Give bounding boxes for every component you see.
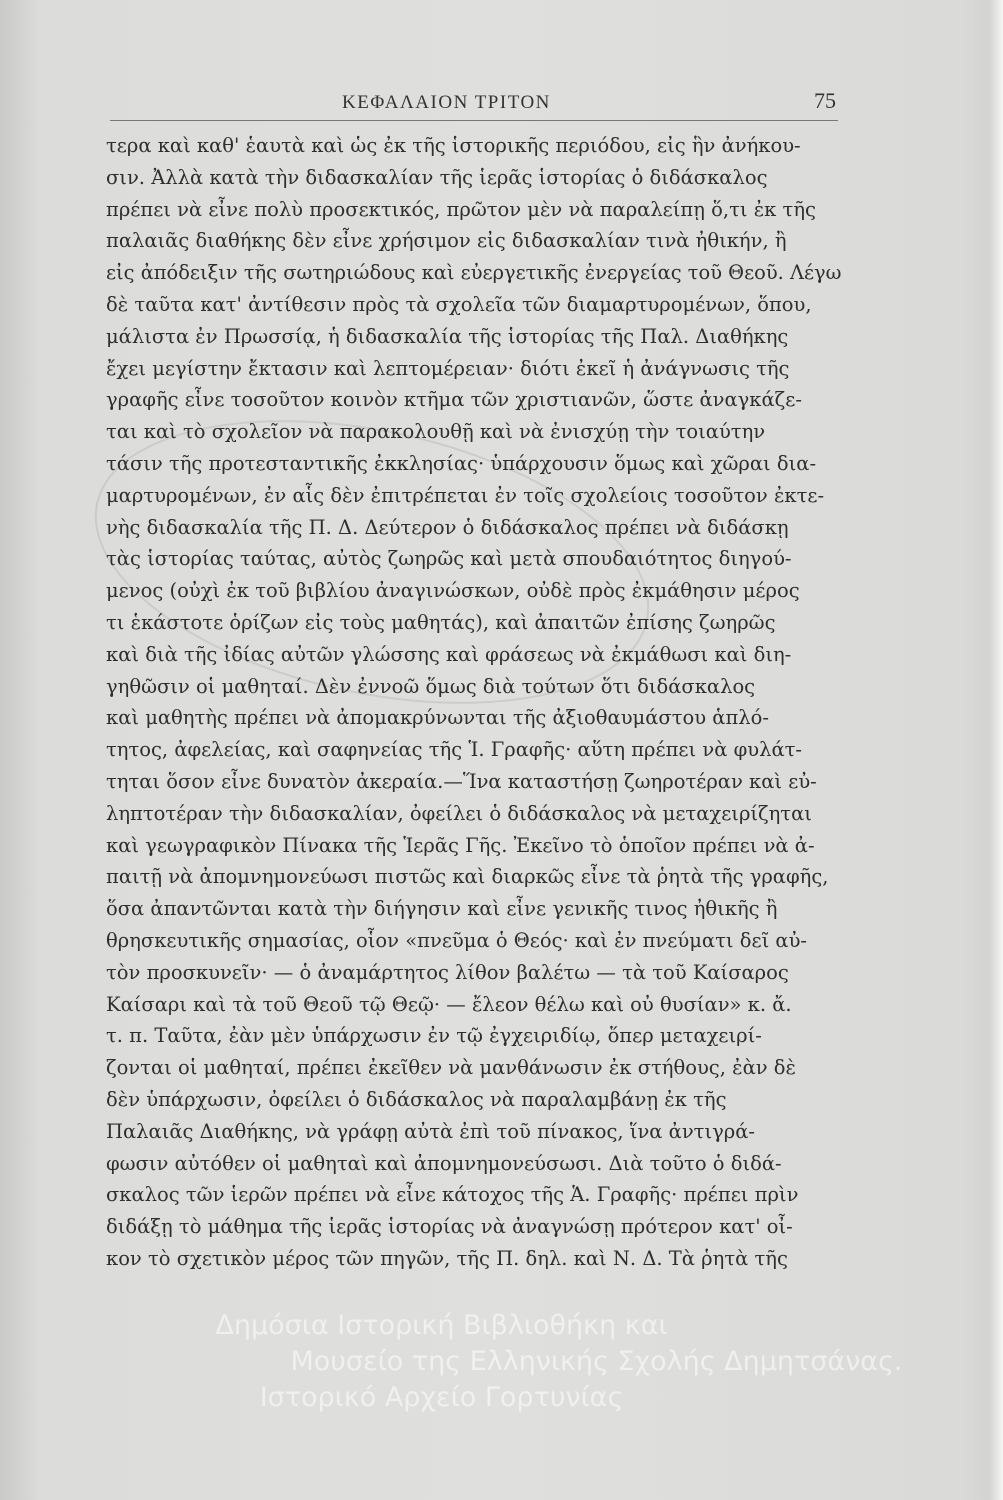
text-line: ζονται οἱ μαθηταί, πρέπει ἐκεῖθεν νὰ μανθάνωσιν ἐκ στήθους, ἐὰν δὲ: [106, 1056, 797, 1080]
text-line: Παλαιᾶς Διαθήκης, νὰ γράφῃ αὐτὰ ἐπὶ τοῦ πίνακος, ἵνα ἀντιγρά-: [106, 1119, 755, 1143]
text-line: παλαιᾶς διαθήκης δὲν εἶνε χρήσιμον εἰς διδασκαλίαν τινὰ ἠθικήν, ἢ: [106, 229, 787, 253]
text-line: ὅσα ἀπαντῶνται κατὰ τὴν διήγησιν καὶ εἶνε γενικῆς τινος ἠθικῆς ἢ: [106, 897, 778, 921]
text-line: θρησκευτικῆς σημασίας, οἷον «πνεῦμα ὁ Θεός· καὶ ἐν πνεύματι δεῖ αὐ-: [106, 928, 808, 952]
text-line: καὶ διὰ τῆς ἰδίας αὐτῶν γλώσσης καὶ φράσεως νὰ ἐκμάθωσι καὶ διη-: [106, 642, 792, 666]
text-line: σιν. Ἀλλὰ κατὰ τὴν διδασκαλίαν τῆς ἱερᾶς ἱστορίας ὁ διδάσκαλος: [106, 165, 768, 189]
watermark-line: Δημόσια Ιστορική Βιβλιοθήκη και: [215, 1310, 668, 1341]
text-line: νὴς διδασκαλία τῆς Π. Δ. Δεύτερον ὁ διδάσκαλος πρέπει νὰ διδάσκῃ: [106, 515, 789, 539]
running-header: [110, 88, 850, 122]
text-line: τι ἑκάστοτε ὁρίζων εἰς τοὺς μαθητάς), καὶ ἀπαιτῶν ἐπίσης ζωηρῶς: [106, 610, 776, 634]
page-number: 75: [814, 88, 836, 113]
text-line: γηθῶσιν οἱ μαθηταί. Δὲν ἐννοῶ ὅμως διὰ τούτων ὅτι διδάσκαλος: [106, 674, 756, 698]
text-line: εἰς ἀπόδειξιν τῆς σωτηριώδους καὶ εὐεργετικῆς ἐνεργείας τοῦ Θεοῦ. Λέγω: [106, 261, 842, 285]
text-line: φωσιν αὐτόθεν οἱ μαθηταὶ καὶ ἀπομνημονεύσωσι. Διὰ τοῦτο ὁ διδά-: [106, 1151, 782, 1175]
text-line: ληπτοτέραν τὴν διδασκαλίαν, ὀφείλει ὁ διδάσκαλος νὰ μεταχειρίζηται: [106, 801, 812, 825]
text-line: ται καὶ τὸ σχολεῖον νὰ παρακολουθῇ καὶ νὰ ἐνισχύῃ τὴν τοιαύτην: [106, 420, 766, 444]
text-line: δὲ ταῦτα κατ' ἀντίθεσιν πρὸς τὰ σχολεῖα τῶν διαμαρτυρομένων, ὅπου,: [106, 292, 812, 316]
text-line: καὶ γεωγραφικὸν Πίνακα τῆς Ἱερᾶς Γῆς. Ἐκεῖνο τὸ ὁποῖον πρέπει νὰ ἀ-: [106, 833, 815, 857]
text-line: γραφῆς εἶνε τοσοῦτον κοινὸν κτῆμα τῶν χριστιανῶν, ὥστε ἀναγκάζε-: [106, 388, 802, 412]
watermark-line: Μουσείο της Ελληνικής Σχολής Δημητσάνας.: [290, 1346, 903, 1377]
text-line: διδάξῃ τὸ μάθημα τῆς ἱερᾶς ἱστορίας νὰ ἀναγνώσῃ πρότερον κατ' οἶ-: [106, 1215, 793, 1239]
watermark-line: Ιστορικό Αρχείο Γορτυνίας: [259, 1382, 624, 1413]
text-line: σκαλος τῶν ἱερῶν πρέπει νὰ εἶνε κάτοχος τῆς Ἁ. Γραφῆς· πρέπει πρὶν: [106, 1183, 799, 1207]
text-line: τὸν προσκυνεῖν· — ὁ ἀναμάρτητος λίθον βαλέτω — τὰ τοῦ Καίσαρος: [106, 960, 789, 984]
library-watermark: [0, 1308, 1003, 1416]
text-line: ἔχει μεγίστην ἔκτασιν καὶ λεπτομέρειαν· διότι ἐκεῖ ἡ ἀνάγνωσις τῆς: [106, 356, 790, 380]
text-line: μενος (οὐχὶ ἐκ τοῦ βιβλίου ἀναγινώσκων, οὐδὲ πρὸς ἐκμάθησιν μέρος: [106, 579, 800, 603]
text-line: τηται ὅσον εἶνε δυνατὸν ἀκεραία.—Ἵνα καταστήσῃ ζωηροτέραν καὶ εὐ-: [106, 769, 817, 793]
text-line: δὲν ὑπάρχωσιν, ὀφείλει ὁ διδάσκαλος νὰ παραλαμβάνῃ ἐκ τῆς: [106, 1087, 727, 1111]
text-line: τερα καὶ καθ' ἑαυτὰ καὶ ὡς ἐκ τῆς ἱστορικῆς περιόδου, εἰς ἣν ἀνήκου-: [106, 134, 801, 157]
text-line: μαρτυρομένων, ἐν αἷς δὲν ἐπιτρέπεται ἐν τοῖς σχολείοις τοσοῦτον ἐκτε-: [106, 483, 825, 507]
text-line: Καίσαρι καὶ τὰ τοῦ Θεοῦ τῷ Θεῷ· — ἔλεον θέλω καὶ οὐ θυσίαν» κ. ἄ.: [106, 992, 792, 1016]
body-text: [106, 130, 841, 1275]
header-rule: [110, 120, 838, 121]
chapter-title: ΚΕΦΑΛΑΙΟΝ ΤΡΙΤΟΝ: [342, 92, 551, 113]
text-line: κον τὸ σχετικὸν μέρος τῶν πηγῶν, τῆς Π. δηλ. καὶ Ν. Δ. Τὰ ῥητὰ τῆς: [106, 1246, 788, 1270]
text-line: μάλιστα ἐν Πρωσσίᾳ, ἡ διδασκαλία τῆς ἱστορίας τῆς Παλ. Διαθήκης: [106, 324, 789, 348]
text-line: τ. π. Ταῦτα, ἐὰν μὲν ὑπάρχωσιν ἐν τῷ ἐγχειριδίῳ, ὅπερ μεταχειρί-: [106, 1024, 762, 1048]
text-line: τητος, ἀφελείας, καὶ σαφηνείας τῆς Ἱ. Γραφῆς· αὕτη πρέπει νὰ φυλάτ-: [106, 738, 803, 762]
text-line: καὶ μαθητὴς πρέπει νὰ ἀπομακρύνωνται τῆς ἀξιοθαυμάστου ἁπλό-: [106, 706, 769, 730]
text-line: τάσιν τῆς προτεσταντικῆς ἐκκλησίας· ὑπάρχουσιν ὅμως καὶ χῶραι δια-: [106, 451, 817, 475]
text-line: παιτῇ νὰ ἀπομνημονεύωσι πιστῶς καὶ διαρκῶς εἶνε τὰ ῥητὰ τῆς γραφῆς,: [106, 865, 829, 889]
text-line: πρέπει νὰ εἶνε πολὺ προσεκτικός, πρῶτον μὲν νὰ παραλείπῃ ὅ,τι ἐκ τῆς: [106, 197, 816, 221]
text-line: τὰς ἱστορίας ταύτας, αὐτὸς ζωηρῶς καὶ μετὰ σπουδαιότητος διηγού-: [106, 547, 792, 571]
